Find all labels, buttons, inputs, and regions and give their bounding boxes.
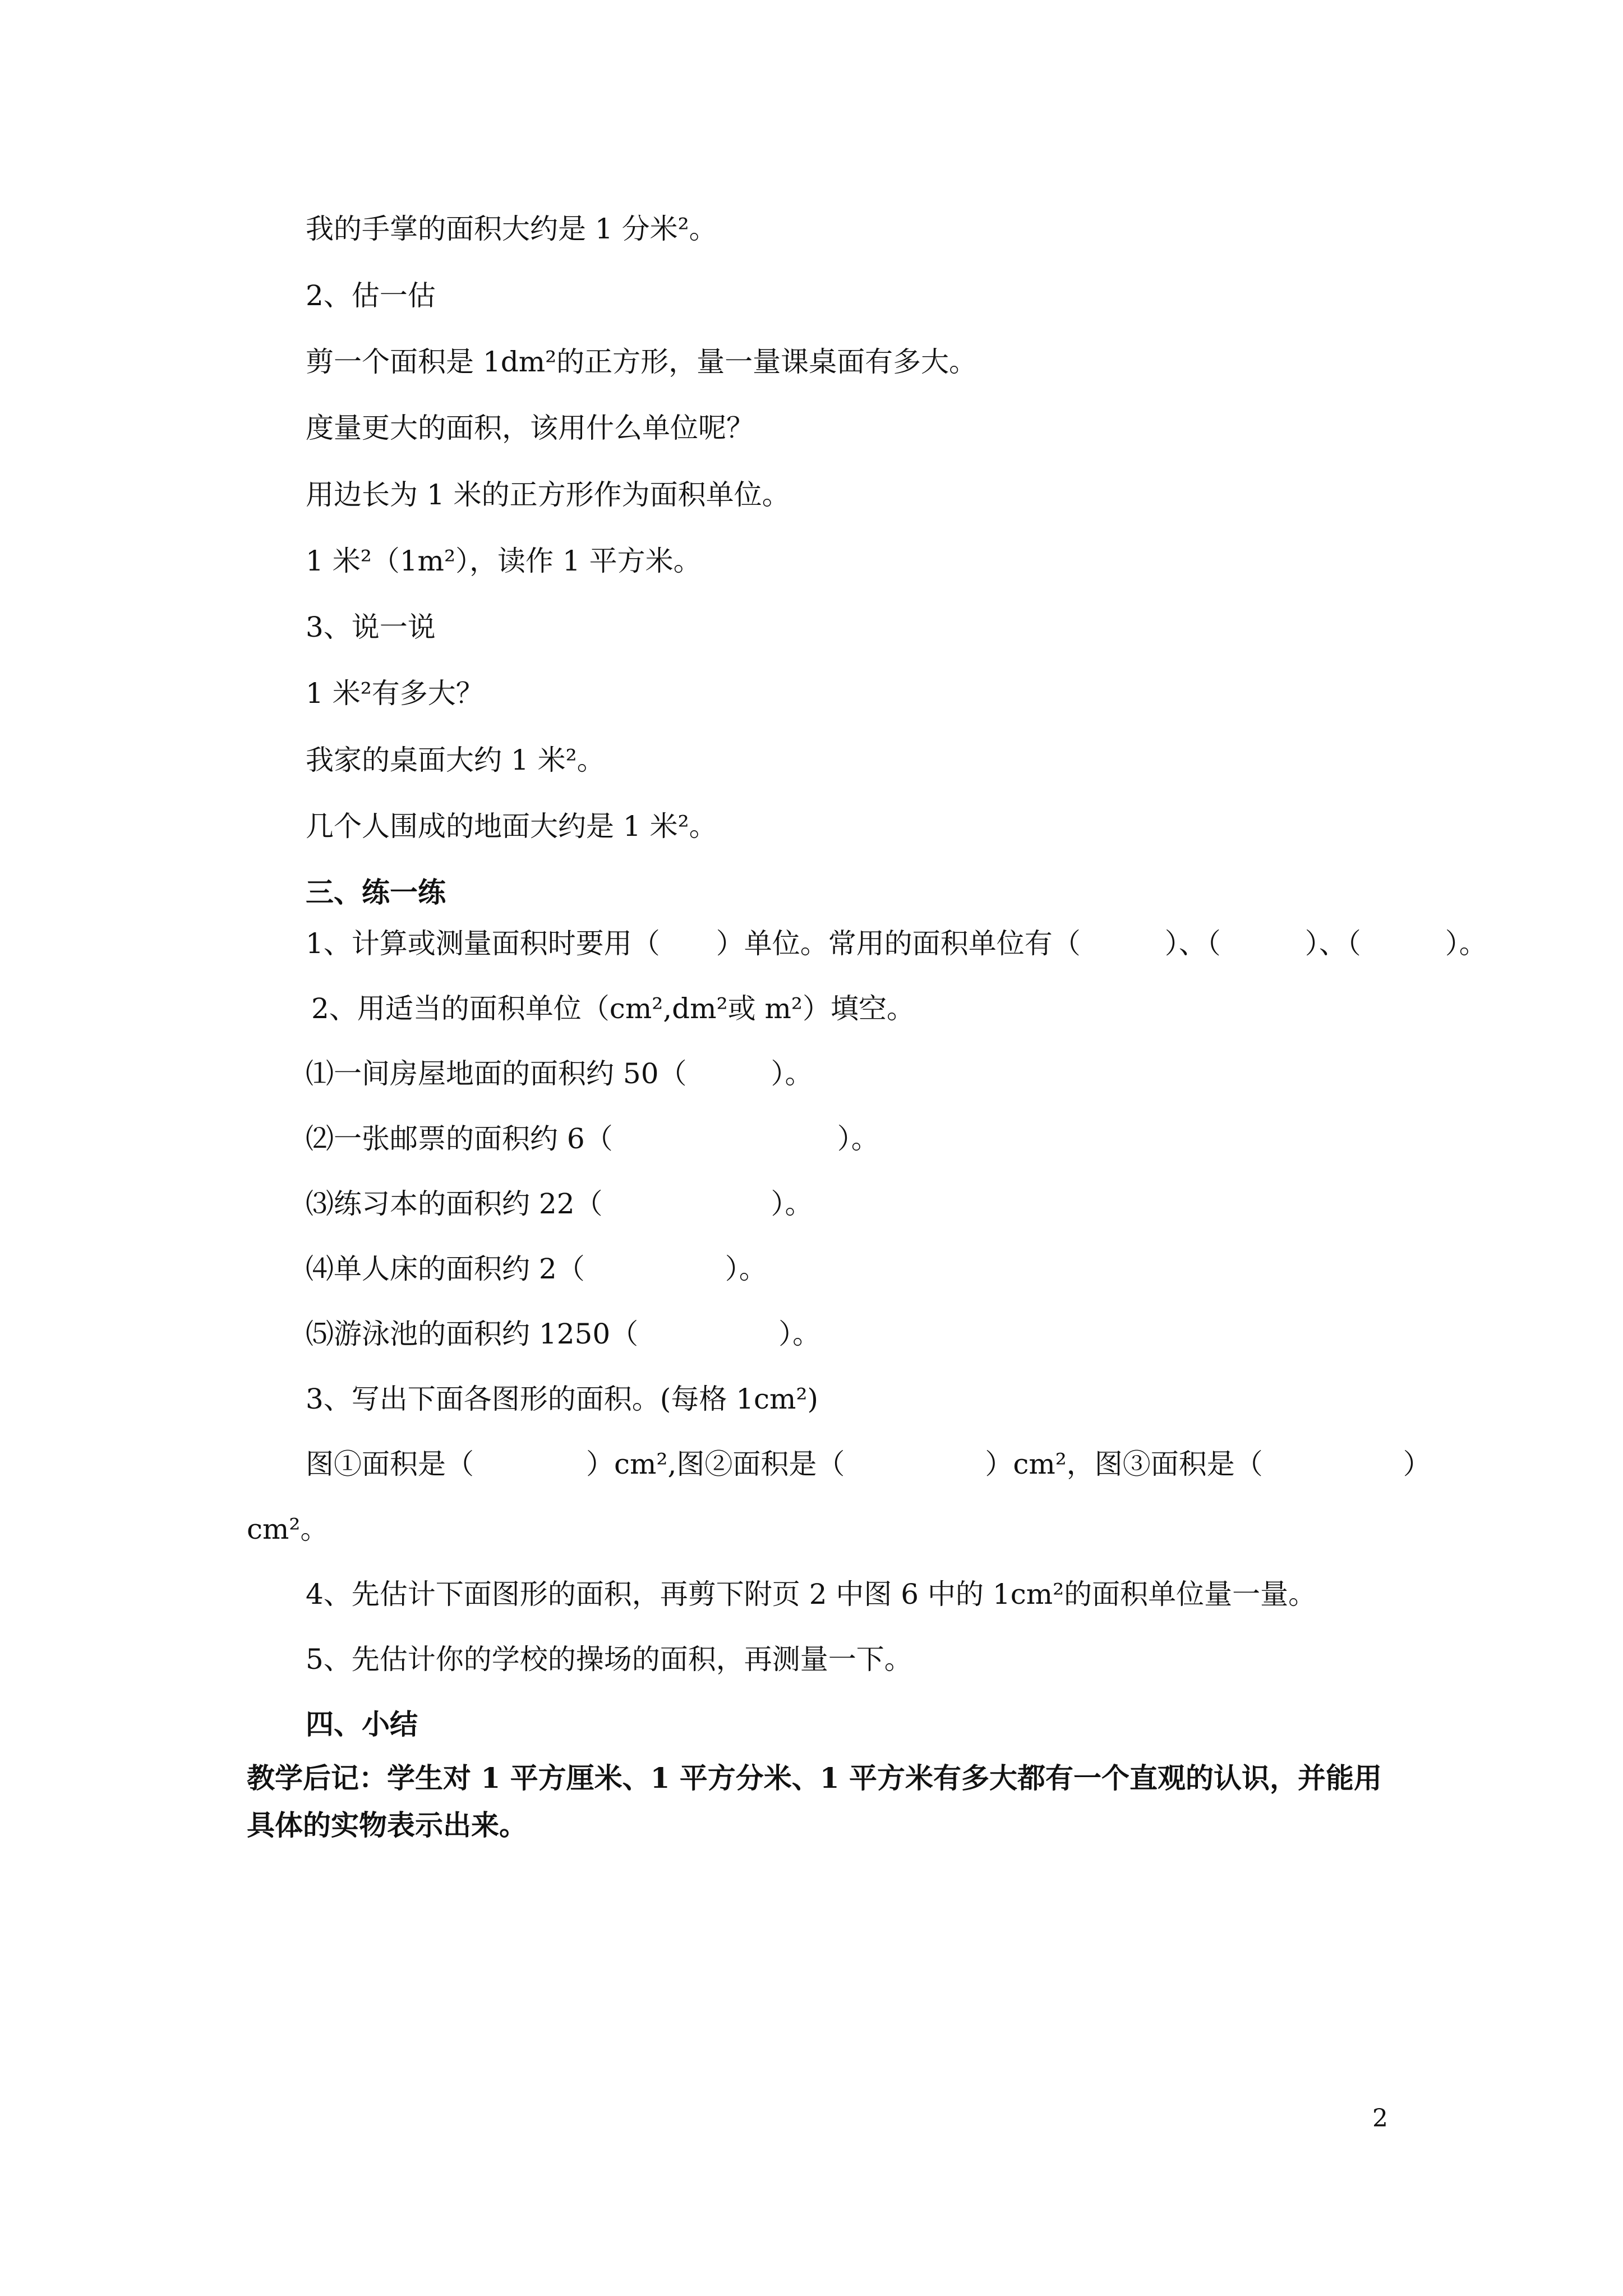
exercise-3-answers-continued: cm²。 [247, 1513, 329, 1545]
exercise-4: 4、先估计下面图形的面积，再剪下附页 2 中图 6 中的 1cm²的面积单位量一量。 [306, 1578, 1317, 1611]
text-line-cut-square: 剪一个面积是 1dm²的正方形，量一量课桌面有多大。 [306, 346, 978, 378]
exercise-5: 5、先估计你的学校的操场的面积，再测量一下。 [306, 1643, 912, 1676]
text-line-larger-area-question: 度量更大的面积，该用什么单位呢？ [306, 412, 754, 444]
section-heading-summary: 四、小结 [306, 1708, 418, 1741]
exercise-2-item-3: ⑶练习本的面积约 22（ ）。 [306, 1188, 813, 1220]
teaching-note: 教学后记：学生对 1 平方厘米、1 平方分米、1 平方米有多大都有一个直观的认识，并能用具体的实物表示出来。 [247, 1761, 1382, 1842]
heading-estimate: 2、估一估 [306, 279, 436, 312]
exercise-2-item-4: ⑷单人床的面积约 2（ ）。 [306, 1253, 767, 1285]
exercise-1: 1、计算或测量面积时要用（ ）单位。常用的面积单位有（ ）、（ ）、（ ）。 [306, 927, 1487, 960]
text-line-palm-area: 我的手掌的面积大约是 1 分米²。 [306, 213, 717, 245]
heading-say: 3、说一说 [306, 611, 436, 643]
text-line-ground-area: 几个人围成的地面大约是 1 米²。 [306, 810, 717, 843]
exercise-2-item-1: ⑴一间房屋地面的面积约 50（ ）。 [306, 1057, 813, 1090]
section-heading-practice: 三、练一练 [306, 876, 446, 909]
exercise-2: 2、用适当的面积单位（cm²,dm²或 m²）填空。 [311, 992, 915, 1025]
page-number: 2 [1372, 2104, 1388, 2133]
exercise-2-item-2: ⑵一张邮票的面积约 6（ ）。 [306, 1122, 879, 1155]
exercise-3: 3、写出下面各图形的面积。(每格 1cm²) [306, 1383, 818, 1415]
text-line-square-meter-reading: 1 米²（1m²），读作 1 平方米。 [306, 545, 702, 577]
text-line-square-meter-unit: 用边长为 1 米的正方形作为面积单位。 [306, 478, 790, 511]
exercise-3-answers: 图①面积是（ ）cm²,图②面积是（ ）cm²，图③面积是（ ） [306, 1448, 1431, 1480]
text-line-desk-area: 我家的桌面大约 1 米²。 [306, 744, 605, 776]
text-line-how-big: 1 米²有多大？ [306, 677, 484, 710]
exercise-2-item-5: ⑸游泳池的面积约 1250（ ）。 [306, 1318, 821, 1350]
